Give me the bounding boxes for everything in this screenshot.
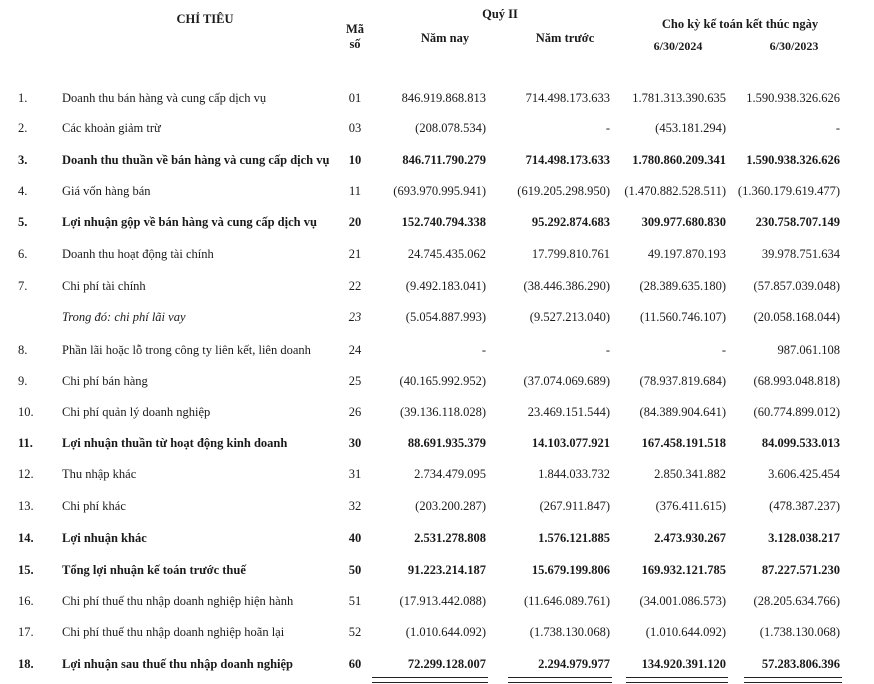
ytd-2023-value: (60.774.899.012) xyxy=(753,405,840,419)
ytd-2023-header: 6/30/2023 xyxy=(769,39,819,53)
row-code: 01 xyxy=(348,91,362,105)
row-number: 5. xyxy=(18,215,28,229)
quarter-current-value: (9.492.183.041) xyxy=(405,279,486,293)
row-number: 9. xyxy=(18,374,28,388)
row-code: 31 xyxy=(348,467,362,481)
ytd-2024-value: 1.781.313.390.635 xyxy=(632,91,726,105)
row-label: Phần lãi hoặc lỗ trong công ty liên kết, liên doanh xyxy=(62,343,311,357)
previous-year-header: Năm trước xyxy=(535,31,595,45)
table-row xyxy=(0,528,874,548)
ytd-2024-header: 6/30/2024 xyxy=(653,39,703,53)
table-row xyxy=(0,181,874,201)
row-code: 60 xyxy=(348,657,362,671)
ytd-2023-value: (57.857.039.048) xyxy=(753,279,840,293)
ytd-2024-value: (11.560.746.107) xyxy=(640,310,726,324)
double-underline-q-prev xyxy=(508,677,612,683)
table-row xyxy=(0,560,874,580)
table-row xyxy=(0,212,874,232)
row-number: 6. xyxy=(18,247,28,261)
row-label: Chi phí bán hàng xyxy=(62,374,148,388)
row-label: Các khoản giảm trừ xyxy=(62,121,161,135)
row-number: 3. xyxy=(18,153,28,167)
quarter-group-header: Quý II xyxy=(482,7,518,21)
row-label: Doanh thu bán hàng và cung cấp dịch vụ xyxy=(62,91,267,105)
table-row xyxy=(0,150,874,170)
ytd-2024-value: 169.932.121.785 xyxy=(641,563,726,577)
row-label: Lợi nhuận thuần từ hoạt động kinh doanh xyxy=(62,436,288,450)
row-label: Giá vốn hàng bán xyxy=(62,184,151,198)
quarter-current-value: - xyxy=(481,343,486,357)
row-label: Tổng lợi nhuận kế toán trước thuế xyxy=(62,563,246,577)
double-underline-ytd-cur xyxy=(626,677,728,683)
quarter-current-value: (40.165.992.952) xyxy=(399,374,486,388)
quarter-previous-value: (619.205.298.950) xyxy=(517,184,610,198)
ytd-2024-value: 2.850.341.882 xyxy=(654,467,726,481)
ytd-2024-value: 1.780.860.209.341 xyxy=(632,153,726,167)
quarter-current-value: 846.919.868.813 xyxy=(401,91,486,105)
quarter-current-value: 846.711.790.279 xyxy=(402,153,486,167)
ytd-2024-value: (376.411.615) xyxy=(655,499,726,513)
quarter-previous-value: - xyxy=(605,343,610,357)
row-code: 30 xyxy=(348,436,362,450)
table-row xyxy=(0,88,874,108)
quarter-current-value: 91.223.214.187 xyxy=(407,563,486,577)
table-row xyxy=(0,496,874,516)
current-year-header: Năm nay xyxy=(420,31,470,45)
row-code: 03 xyxy=(348,121,362,135)
row-label: Chi phí quản lý doanh nghiệp xyxy=(62,405,211,419)
quarter-previous-value: 1.576.121.885 xyxy=(538,531,610,545)
ytd-2023-value: (1.738.130.068) xyxy=(759,625,840,639)
ytd-2024-value: (453.181.294) xyxy=(655,121,726,135)
double-underline-ytd-prev xyxy=(744,677,842,683)
quarter-previous-value: 15.679.199.806 xyxy=(531,563,610,577)
quarter-previous-value: 714.498.173.633 xyxy=(525,153,610,167)
quarter-previous-value: 2.294.979.977 xyxy=(538,657,610,671)
row-number: 18. xyxy=(18,657,34,671)
table-row xyxy=(0,307,874,327)
quarter-previous-value: (38.446.386.290) xyxy=(523,279,610,293)
quarter-previous-value: (37.074.069.689) xyxy=(523,374,610,388)
row-code: 25 xyxy=(348,374,362,388)
row-code: 20 xyxy=(348,215,362,229)
row-code: 50 xyxy=(348,563,362,577)
table-row xyxy=(0,464,874,484)
row-code: 10 xyxy=(348,153,362,167)
ytd-group-header: Cho kỳ kế toán kết thúc ngày xyxy=(661,17,819,31)
row-label: Chi phí thuế thu nhập doanh nghiệp hiện hành xyxy=(62,594,294,608)
ytd-2023-value: (478.387.237) xyxy=(769,499,840,513)
quarter-previous-value: 14.103.077.921 xyxy=(531,436,610,450)
row-code: 26 xyxy=(348,405,362,419)
indicator-column-header: CHỈ TIÊU xyxy=(176,12,234,26)
table-row xyxy=(0,118,874,138)
quarter-previous-value: (9.527.213.040) xyxy=(529,310,610,324)
quarter-previous-value: (11.646.089.761) xyxy=(524,594,610,608)
row-number: 17. xyxy=(18,625,34,639)
row-label: Lợi nhuận khác xyxy=(62,531,147,545)
quarter-previous-value: (1.738.130.068) xyxy=(529,625,610,639)
row-label: Lợi nhuận sau thuế thu nhập doanh nghiệp xyxy=(62,657,293,671)
row-number: 4. xyxy=(18,184,28,198)
table-row xyxy=(0,654,874,674)
quarter-previous-value: 95.292.874.683 xyxy=(531,215,610,229)
ytd-2023-value: 3.128.038.217 xyxy=(768,531,840,545)
row-number: 7. xyxy=(18,279,28,293)
ytd-2024-value: (34.001.086.573) xyxy=(639,594,726,608)
ytd-2024-value: 309.977.680.830 xyxy=(641,215,726,229)
quarter-current-value: (5.054.887.993) xyxy=(405,310,486,324)
quarter-current-value: (39.136.118.028) xyxy=(400,405,486,419)
quarter-current-value: (17.913.442.088) xyxy=(399,594,486,608)
ytd-2023-value: 57.283.806.396 xyxy=(761,657,840,671)
quarter-previous-value: (267.911.847) xyxy=(539,499,610,513)
row-label: Thu nhập khác xyxy=(62,467,137,481)
quarter-previous-value: 23.469.151.544) xyxy=(527,405,610,419)
row-code: 23 xyxy=(348,310,362,324)
row-code: 22 xyxy=(348,279,362,293)
ytd-2023-value: 87.227.571.230 xyxy=(761,563,840,577)
quarter-previous-value: 714.498.173.633 xyxy=(525,91,610,105)
table-row xyxy=(0,276,874,296)
quarter-current-value: 152.740.794.338 xyxy=(401,215,486,229)
ytd-2024-value: (78.937.819.684) xyxy=(639,374,726,388)
ytd-2023-value: 1.590.938.326.626 xyxy=(746,91,840,105)
row-number: 14. xyxy=(18,531,34,545)
row-number: 12. xyxy=(18,467,34,481)
ytd-2024-value: 2.473.930.267 xyxy=(654,531,726,545)
row-code: 24 xyxy=(348,343,362,357)
ytd-2023-value: - xyxy=(835,121,840,135)
ytd-2024-value: 167.458.191.518 xyxy=(641,436,726,450)
row-label: Doanh thu thuần về bán hàng và cung cấp dịch vụ xyxy=(62,153,330,167)
ytd-2024-value: - xyxy=(721,343,726,357)
ytd-2024-value: (84.389.904.641) xyxy=(639,405,726,419)
quarter-current-value: (693.970.995.941) xyxy=(393,184,486,198)
quarter-previous-value: 17.799.810.761 xyxy=(531,247,610,261)
ytd-2024-value: (1.010.644.092) xyxy=(645,625,726,639)
row-code: 51 xyxy=(348,594,362,608)
ytd-2024-value: (1.470.882.528.511) xyxy=(624,184,726,198)
row-code: 11 xyxy=(348,184,362,198)
row-number: 13. xyxy=(18,499,34,513)
row-code: 40 xyxy=(348,531,362,545)
ytd-2023-value: (1.360.179.619.477) xyxy=(737,184,840,198)
row-label: Lợi nhuận gộp về bán hàng và cung cấp dịch vụ xyxy=(62,215,317,229)
row-label: Chi phí khác xyxy=(62,499,126,513)
quarter-current-value: 2.734.479.095 xyxy=(414,467,486,481)
table-row xyxy=(0,402,874,422)
quarter-current-value: (203.200.287) xyxy=(415,499,486,513)
row-label: Chi phí tài chính xyxy=(62,279,146,293)
row-number: 15. xyxy=(18,563,34,577)
code-column-header: Mã số xyxy=(345,22,365,51)
table-row xyxy=(0,622,874,642)
row-number: 11. xyxy=(18,436,33,450)
row-label: Doanh thu hoạt động tài chính xyxy=(62,247,214,261)
row-code: 21 xyxy=(348,247,362,261)
row-number: 16. xyxy=(18,594,34,608)
ytd-2024-value: (28.389.635.180) xyxy=(639,279,726,293)
table-row xyxy=(0,371,874,391)
row-number: 8. xyxy=(18,343,28,357)
table-row xyxy=(0,340,874,360)
row-label: Trong đó: chi phí lãi vay xyxy=(62,310,186,324)
table-row xyxy=(0,591,874,611)
ytd-2023-value: 987.061.108 xyxy=(777,343,840,357)
quarter-previous-value: - xyxy=(605,121,610,135)
ytd-2023-value: (68.993.048.818) xyxy=(753,374,840,388)
double-underline-q-cur xyxy=(372,677,488,683)
ytd-2024-value: 134.920.391.120 xyxy=(641,657,726,671)
row-label: Chi phí thuế thu nhập doanh nghiệp hoãn lại xyxy=(62,625,285,639)
row-code: 32 xyxy=(348,499,362,513)
table-row xyxy=(0,244,874,264)
ytd-2024-value: 49.197.870.193 xyxy=(647,247,726,261)
quarter-current-value: 24.745.435.062 xyxy=(407,247,486,261)
row-code: 52 xyxy=(348,625,362,639)
quarter-current-value: (1.010.644.092) xyxy=(405,625,486,639)
table-row xyxy=(0,433,874,453)
quarter-previous-value: 1.844.033.732 xyxy=(538,467,610,481)
ytd-2023-value: 84.099.533.013 xyxy=(761,436,840,450)
ytd-2023-value: 230.758.707.149 xyxy=(755,215,840,229)
row-number: 2. xyxy=(18,121,28,135)
quarter-current-value: 2.531.278.808 xyxy=(414,531,486,545)
row-number: 1. xyxy=(18,91,28,105)
quarter-current-value: 72.299.128.007 xyxy=(407,657,486,671)
ytd-2023-value: 1.590.938.326.626 xyxy=(746,153,840,167)
row-number: 10. xyxy=(18,405,34,419)
ytd-2023-value: (28.205.634.766) xyxy=(753,594,840,608)
quarter-current-value: 88.691.935.379 xyxy=(407,436,486,450)
ytd-2023-value: 3.606.425.454 xyxy=(768,467,840,481)
quarter-current-value: (208.078.534) xyxy=(415,121,486,135)
ytd-2023-value: (20.058.168.044) xyxy=(753,310,840,324)
ytd-2023-value: 39.978.751.634 xyxy=(761,247,840,261)
